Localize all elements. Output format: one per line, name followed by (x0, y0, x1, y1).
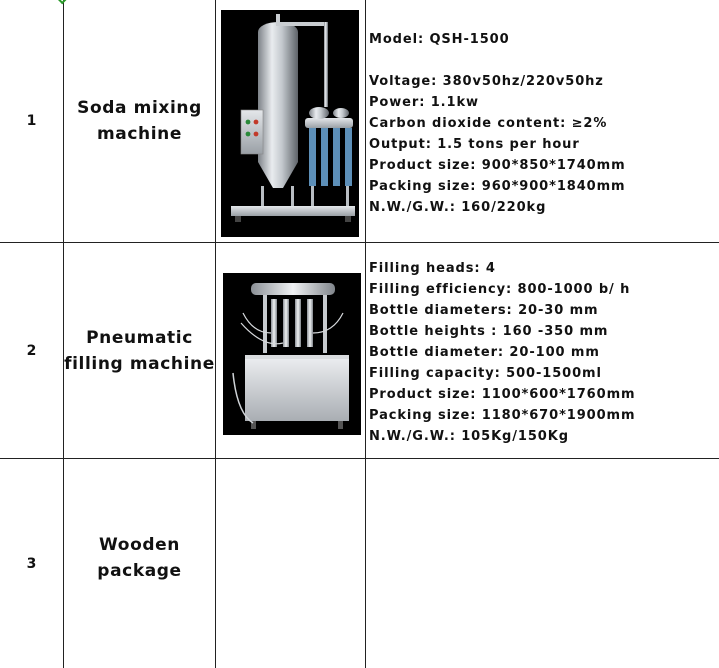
spec-line: Power: 1.1kw (369, 95, 479, 110)
spec-line: Filling efficiency: 800-1000 b/ h (369, 282, 631, 297)
spec-line: Model: QSH-1500 (369, 32, 510, 47)
product-name-line-1: Wooden (99, 534, 180, 555)
row-1-number-cell (0, 0, 63, 242)
row-1-name-cell (64, 0, 215, 244)
spec-line: Carbon dioxide content: ≥2% (369, 116, 608, 131)
row-2-specs (369, 258, 635, 447)
soda-mixing-machine-photo (221, 10, 359, 237)
table-border-col-2 (215, 0, 216, 668)
spec-line: Bottle diameter: 20-100 mm (369, 345, 600, 360)
spec-line: Bottle diameters: 20-30 mm (369, 303, 599, 318)
product-name-line-1: Soda mixing (77, 98, 202, 118)
row-1-specs (369, 29, 626, 218)
spec-line: Output: 1.5 tons per hour (369, 137, 580, 152)
pneumatic-filling-machine-photo (223, 273, 361, 435)
row-2-number-cell (0, 243, 63, 458)
row-number: 2 (26, 342, 37, 359)
spec-line: Voltage: 380v50hz/220v50hz (369, 74, 604, 89)
spec-line: Packing size: 960*900*1840mm (369, 179, 626, 194)
product-name-line-2: filling machine (64, 353, 215, 374)
spec-line: Packing size: 1180*670*1900mm (369, 408, 636, 423)
spec-line: Filling heads: 4 (369, 261, 496, 276)
product-name-line-1: Pneumatic (86, 327, 193, 348)
row-number: 3 (26, 555, 37, 572)
row-3-name-cell (64, 459, 215, 668)
spec-line: N.W./G.W.: 105Kg/150Kg (369, 429, 569, 444)
table-border-col-3 (365, 0, 366, 668)
spec-line: Bottle heights : 160 -350 mm (369, 324, 609, 339)
spec-line: Product size: 1100*600*1760mm (369, 387, 636, 402)
product-name-line-2: machine (96, 124, 183, 144)
row-number: 1 (26, 113, 37, 129)
spec-line: N.W./G.W.: 160/220kg (369, 200, 547, 215)
spec-line: Product size: 900*850*1740mm (369, 158, 626, 173)
row-3-number-cell (0, 459, 63, 668)
spec-line (369, 50, 626, 71)
spec-line: Filling capacity: 500-1500ml (369, 366, 602, 381)
row-2-name-cell (64, 243, 215, 458)
product-name-line-2: package (97, 560, 182, 581)
